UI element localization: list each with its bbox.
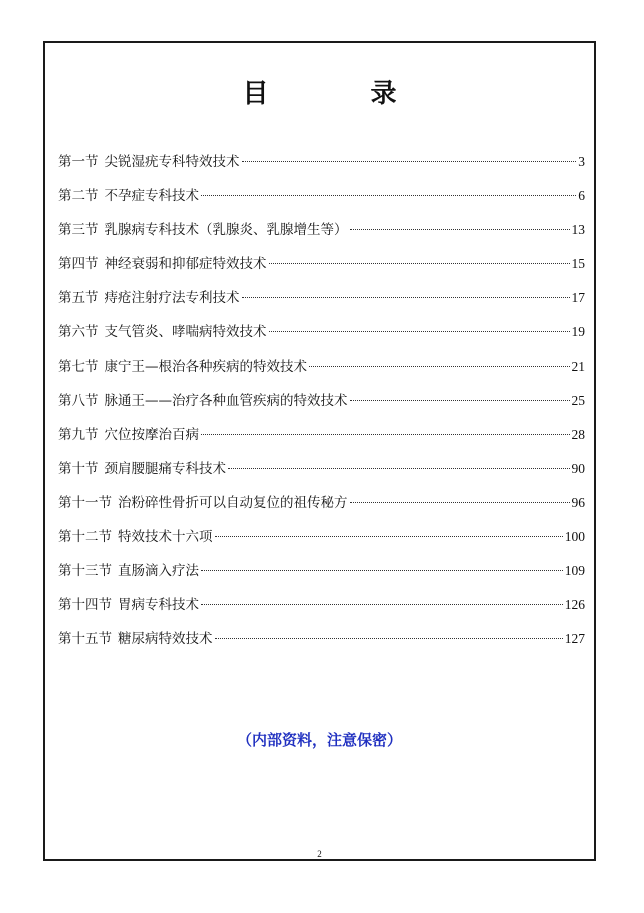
toc-entry[interactable] [58, 184, 585, 218]
toc-entry[interactable] [58, 593, 585, 627]
toc-section-label: 第四节 [58, 256, 99, 273]
dot-leader [201, 570, 563, 571]
toc-page-number: 19 [571, 324, 585, 340]
toc-entry-title: 穴位按摩治百病 [104, 426, 199, 443]
toc-entry-title: 不孕症专科技术 [104, 188, 199, 205]
dot-leader [201, 604, 563, 605]
toc-entry[interactable] [58, 627, 585, 661]
dot-leader [350, 502, 570, 503]
toc-entry-title: 康宁王—根治各种疾病的特效技术 [104, 358, 307, 375]
toc-section-label: 第五节 [58, 290, 99, 307]
toc-entry-title: 特效技术十六项 [118, 529, 213, 546]
dot-leader [201, 434, 570, 435]
dot-leader [242, 161, 577, 162]
toc-entry-title: 胃病专科技术 [118, 597, 199, 614]
toc-section-label: 第九节 [58, 426, 99, 443]
toc-entry[interactable] [58, 218, 585, 252]
toc-entry-title: 乳腺病专科技术（乳腺炎、乳腺增生等） [104, 222, 348, 239]
toc-entry[interactable] [58, 559, 585, 593]
toc-entry[interactable] [58, 150, 585, 184]
toc-entry[interactable] [58, 286, 585, 320]
toc-section-label: 第六节 [58, 324, 99, 341]
toc-entry[interactable] [58, 389, 585, 423]
dot-leader [350, 229, 570, 230]
toc-page-number: 127 [564, 631, 585, 647]
toc-entry-title: 治粉碎性骨折可以自动复位的祖传秘方 [118, 494, 348, 511]
toc-entry-title: 尖锐湿疣专科特效技术 [104, 154, 240, 170]
toc-section-label: 第十节 [58, 460, 99, 477]
toc-page-number: 21 [571, 358, 585, 374]
toc-section-label: 第十三节 [58, 563, 112, 580]
toc-section-label: 第七节 [58, 358, 99, 375]
toc-page-number: 25 [571, 392, 585, 408]
dot-leader [269, 331, 570, 332]
toc-page-number: 100 [564, 529, 585, 545]
toc-page-number: 13 [571, 222, 585, 238]
toc-section-label: 第十五节 [58, 631, 112, 648]
toc-entry-title: 支气管炎、哮喘病特效技术 [104, 324, 267, 341]
toc-entry-title: 脉通王——治疗各种血管疾病的特效技术 [104, 392, 348, 409]
page-number: 2 [317, 849, 322, 859]
toc-page-number: 96 [571, 494, 585, 510]
toc-section-label: 第十二节 [58, 529, 112, 546]
confidential-notice: （内部资料，注意保密） [236, 731, 402, 749]
page-title: 目 录 [242, 79, 435, 109]
toc-page-number: 90 [571, 460, 585, 476]
toc-entry[interactable] [58, 525, 585, 559]
toc-page-number: 28 [571, 426, 585, 442]
toc-page-number: 3 [578, 154, 585, 169]
toc-entry[interactable] [58, 355, 585, 389]
dot-leader [269, 263, 570, 264]
toc-entry[interactable] [58, 252, 585, 286]
toc-entry[interactable] [58, 320, 585, 354]
dot-leader [228, 468, 570, 469]
toc-page-number: 15 [571, 256, 585, 272]
toc-page-number: 17 [571, 290, 585, 306]
toc-entry[interactable] [58, 491, 585, 525]
dot-leader [201, 195, 576, 196]
toc-section-label: 第十一节 [58, 494, 112, 511]
dot-leader [350, 400, 570, 401]
toc-page-number: 6 [578, 188, 585, 204]
toc-entry-title: 痔疮注射疗法专利技术 [104, 290, 240, 307]
toc-entry[interactable] [58, 423, 585, 457]
toc-section-label: 第一节 [58, 154, 99, 170]
toc-section-label: 第十四节 [58, 597, 112, 614]
toc-page-number: 126 [564, 597, 585, 613]
toc-entry-title: 颈肩腰腿痛专科技术 [104, 460, 226, 477]
dot-leader [242, 297, 570, 298]
table-of-contents [58, 150, 585, 661]
dot-leader [215, 536, 563, 537]
toc-entry-title: 糖尿病特效技术 [118, 631, 213, 648]
toc-section-label: 第八节 [58, 392, 99, 409]
toc-page-number: 109 [564, 563, 585, 579]
toc-entry-title: 神经衰弱和抑郁症特效技术 [104, 256, 267, 273]
toc-entry-title: 直肠滴入疗法 [118, 563, 199, 580]
toc-section-label: 第三节 [58, 222, 99, 239]
dot-leader [309, 366, 570, 367]
toc-section-label: 第二节 [58, 188, 99, 205]
toc-entry[interactable] [58, 457, 585, 491]
dot-leader [215, 638, 563, 639]
